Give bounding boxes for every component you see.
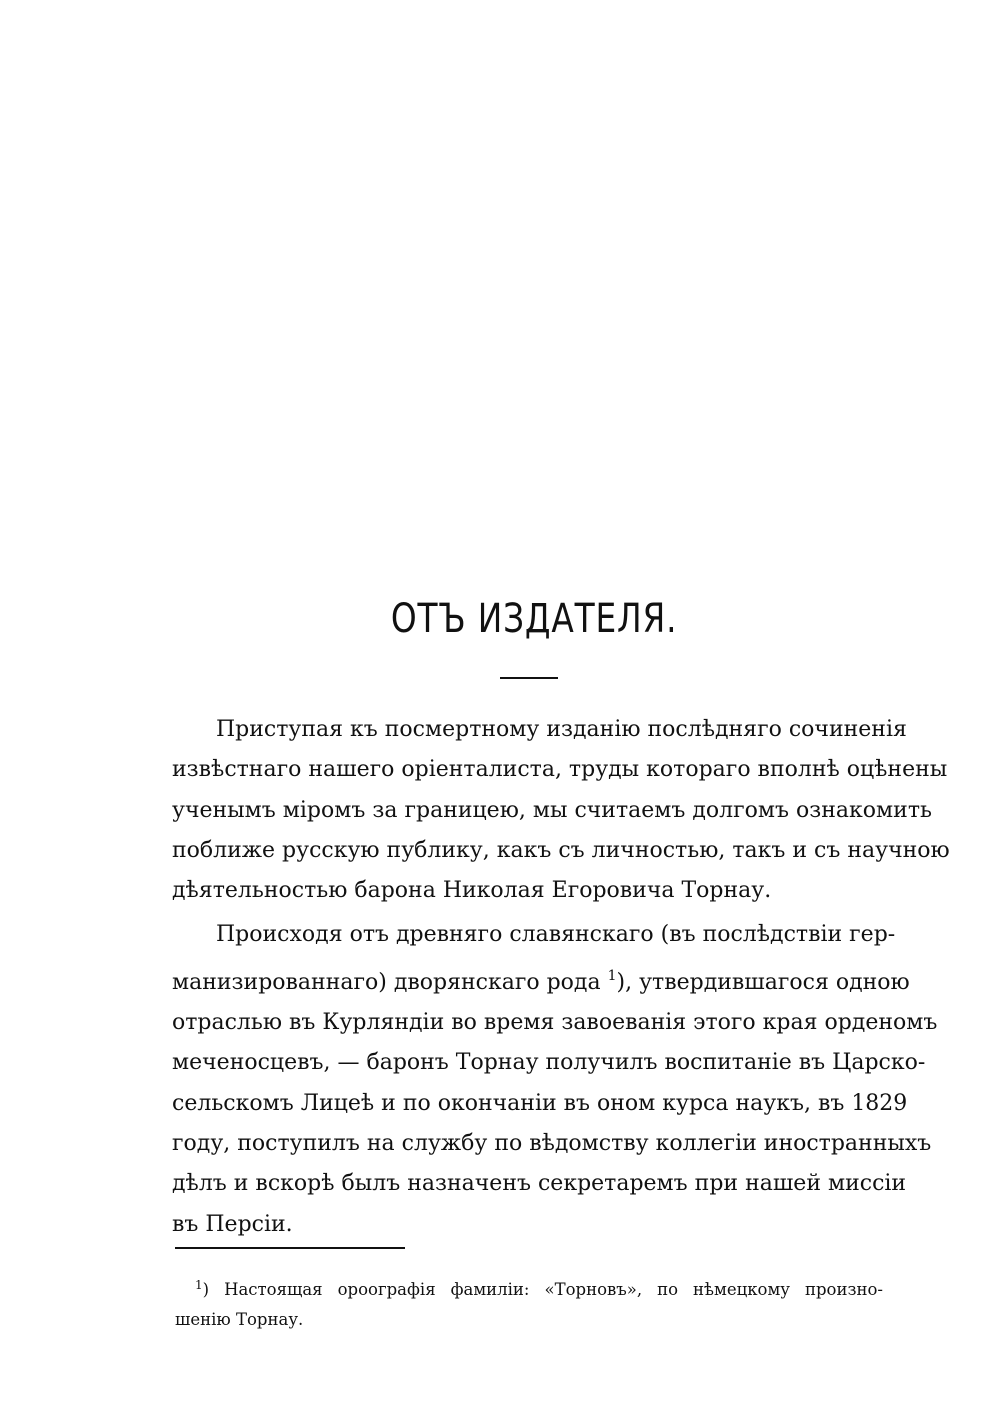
title-divider — [500, 677, 558, 679]
paragraph-1 — [172, 710, 950, 911]
text-line: поближе русскую публику, какъ съ личностью, такъ и съ научною — [172, 837, 950, 863]
paragraph-2 — [172, 915, 938, 1244]
text-line: извѣстнаго нашего оріенталиста, труды котораго вполнѣ оцѣнены — [172, 757, 948, 783]
text-line: отраслью въ Курляндіи во время завоеванія этого края орденомъ — [172, 1010, 938, 1036]
text-line-with-footnote — [172, 956, 910, 1003]
text-line: Приступая къ посмертному изданію послѣдняго сочиненія — [216, 717, 907, 742]
footnote-line: шенію Торнау. — [175, 1310, 304, 1329]
text-fragment: манизированнаго) дворянскаго рода — [172, 969, 601, 995]
footnote-reference: 1 — [607, 967, 617, 984]
text-line: дѣятельностью барона Николая Егоровича Торнау. — [172, 878, 772, 904]
text-line: Происходя отъ древняго славянскаго (въ послѣдствіи гер- — [216, 922, 896, 948]
text-line: въ Персіи. — [172, 1211, 293, 1237]
body-text — [172, 710, 950, 1249]
footnote-line — [175, 1270, 883, 1305]
footnote-divider — [175, 1247, 405, 1249]
text-line: сельскомъ Лицеѣ и по окончаніи въ оном курса наукъ, въ 1829 — [172, 1090, 908, 1116]
footnote — [175, 1270, 883, 1335]
text-line: году, поступилъ на службу по вѣдомству коллегіи иностранныхъ — [172, 1130, 932, 1156]
text-line: дѣлъ и вскорѣ былъ назначенъ секретаремъ при нашей миссіи — [172, 1171, 907, 1197]
text-line: ученымъ міромъ за границею, мы считаемъ долгомъ ознакомить — [172, 797, 932, 823]
footnote-text: ) Настоящая ороографія фамиліи: «Торновъ», по нѣмецкому произно- — [202, 1280, 883, 1299]
footnote-mark: 1 — [195, 1278, 203, 1292]
text-fragment: ), утвердившагося одною — [616, 969, 910, 995]
text-line: меченосцевъ, — баронъ Торнау получилъ воспитаніе въ Царско- — [172, 1050, 926, 1076]
page-title: ОТЪ ИЗДАТЕЛЯ. — [390, 596, 678, 642]
